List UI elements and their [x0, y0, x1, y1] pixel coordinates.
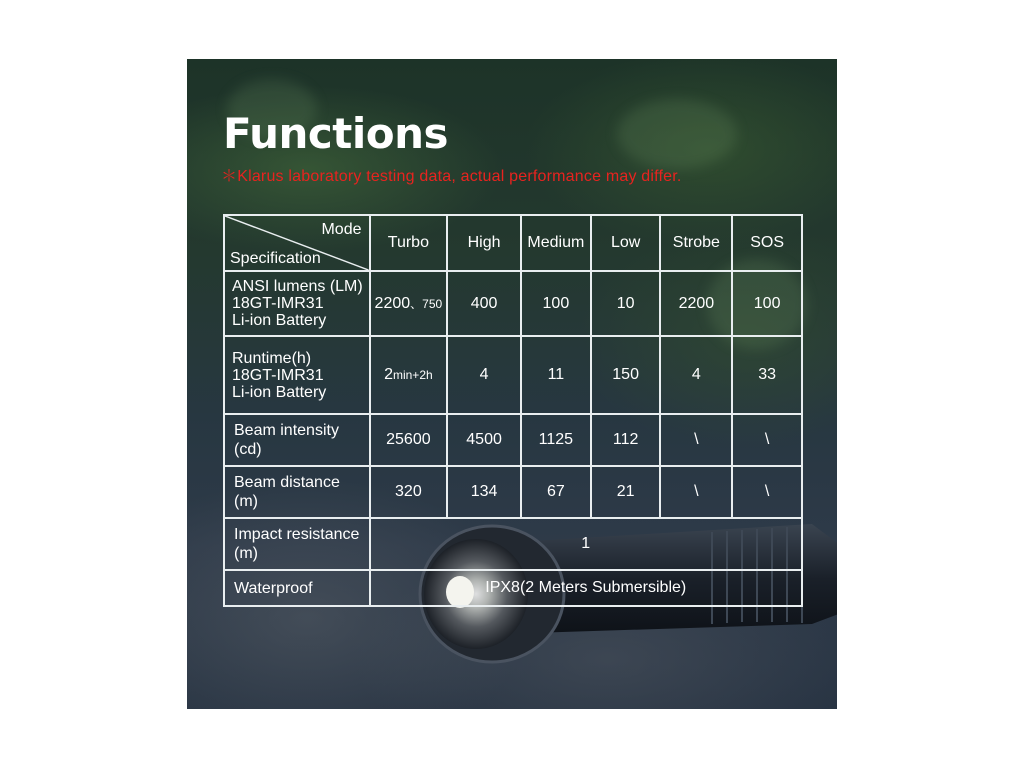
- value-cell: 10: [591, 271, 661, 336]
- value-cell: 100: [732, 271, 802, 336]
- label-line: ANSI lumens (LM): [232, 278, 363, 295]
- value-cell: 33: [732, 336, 802, 414]
- value-cell: 320: [370, 466, 448, 518]
- mode-label: Mode: [321, 221, 362, 238]
- mode-header: SOS: [732, 215, 802, 271]
- mode-header: Turbo: [370, 215, 448, 271]
- page-title: Functions: [223, 109, 449, 158]
- turbo-lumens-secondary: 750: [422, 296, 443, 311]
- mode-header: High: [447, 215, 521, 271]
- disclaimer-note: ＊Klarus laboratory testing data, actual performance may differ.: [221, 168, 682, 185]
- label-line: (cd): [234, 441, 262, 458]
- background-bokeh: [617, 99, 737, 169]
- value-cell: 2200: [660, 271, 732, 336]
- label-line: 18GT-IMR31: [232, 366, 324, 384]
- specification-label: Specification: [230, 250, 321, 267]
- label-line: (m): [234, 493, 258, 510]
- impact-row: [224, 518, 802, 570]
- turbo-runtime-main: 2: [384, 366, 393, 383]
- not-applicable-cell: \: [732, 466, 802, 518]
- waterproof-label: Waterproof: [224, 570, 370, 606]
- turbo-lumens-main: 2200: [374, 294, 411, 312]
- impact-label: [224, 518, 370, 570]
- value-cell: 11: [521, 336, 591, 414]
- lumens-label: [224, 271, 370, 336]
- header-row: [224, 215, 802, 271]
- lumens-row: [224, 271, 802, 336]
- value-cell: 25600: [370, 414, 448, 466]
- distance-row: [224, 466, 802, 518]
- distance-label: [224, 466, 370, 518]
- mode-header: Strobe: [660, 215, 732, 271]
- turbo-lumens-cell: [370, 271, 448, 336]
- mode-header: Low: [591, 215, 661, 271]
- value-cell: 100: [521, 271, 591, 336]
- label-line: Runtime(h): [232, 349, 312, 367]
- value-cell: 67: [521, 466, 591, 518]
- label-line: Li-ion Battery: [232, 312, 327, 329]
- value-cell: 4500: [447, 414, 521, 466]
- mode-header: Medium: [521, 215, 591, 271]
- turbo-runtime-secondary: min+2h: [392, 368, 433, 382]
- not-applicable-cell: \: [732, 414, 802, 466]
- label-line: Impact resistance: [234, 526, 360, 543]
- value-cell: 1125: [521, 414, 591, 466]
- intensity-label: [224, 414, 370, 466]
- label-line: Beam distance: [234, 474, 340, 491]
- value-cell: 4: [447, 336, 521, 414]
- value-separator: 、: [410, 296, 423, 311]
- value-cell: 4: [660, 336, 732, 414]
- label-line: (m): [234, 545, 258, 562]
- runtime-label: [224, 336, 370, 414]
- value-cell: 134: [447, 466, 521, 518]
- waterproof-row: [224, 570, 802, 606]
- product-info-panel: [187, 59, 837, 709]
- value-cell: 400: [447, 271, 521, 336]
- value-cell: 150: [591, 336, 661, 414]
- impact-value: 1: [370, 518, 803, 570]
- label-line: Beam intensity: [234, 422, 339, 439]
- waterproof-value: IPX8(2 Meters Submersible): [370, 570, 803, 606]
- turbo-runtime-cell: [370, 336, 448, 414]
- spec-table: [223, 214, 803, 607]
- value-cell: 21: [591, 466, 661, 518]
- label-line: Li-ion Battery: [232, 383, 327, 401]
- intensity-row: [224, 414, 802, 466]
- corner-cell: [224, 215, 370, 271]
- label-line: 18GT-IMR31: [232, 295, 324, 312]
- value-cell: 112: [591, 414, 661, 466]
- runtime-row: [224, 336, 802, 414]
- not-applicable-cell: \: [660, 466, 732, 518]
- not-applicable-cell: \: [660, 414, 732, 466]
